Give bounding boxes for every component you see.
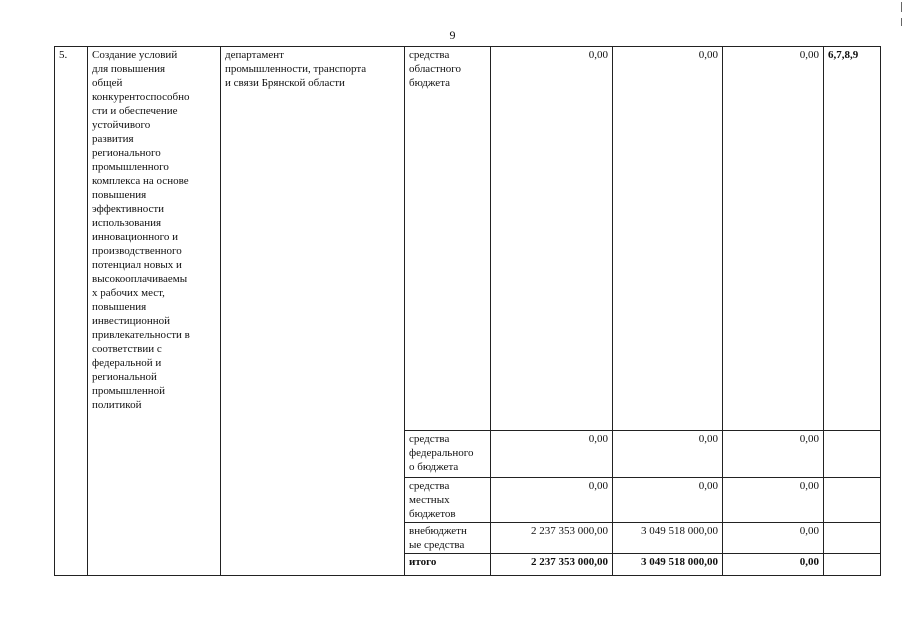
scan-edge-mark <box>901 2 902 12</box>
executor-line: и связи Брянской области <box>225 77 345 89</box>
event-line: эффективности <box>92 203 165 215</box>
source-label-line: средства <box>409 49 450 61</box>
amount-year-2: 0,00 <box>613 47 723 431</box>
total-year-3: 0,00 <box>723 554 824 576</box>
source-label-line: о бюджета <box>409 461 459 473</box>
row-number: 5. <box>55 47 88 576</box>
source-label-line: местных <box>409 494 450 506</box>
source-label-local <box>405 478 491 523</box>
source-label-line: ые средства <box>409 539 465 551</box>
event-line: производственного <box>92 245 182 257</box>
event-line: привлекательности в <box>92 329 190 341</box>
source-label-regional <box>405 47 491 431</box>
amount-year-1: 0,00 <box>491 478 613 523</box>
event-line: федеральной и <box>92 357 162 369</box>
event-line: высокооплачиваемы <box>92 273 188 285</box>
event-line: региональной <box>92 371 157 383</box>
event-line: инновационного и <box>92 231 179 243</box>
amount-year-2: 3 049 518 000,00 <box>613 523 723 554</box>
page-number: 9 <box>449 28 456 42</box>
event-line: инвестиционной <box>92 315 171 327</box>
executor-line: департамент <box>225 49 284 61</box>
executor-cell <box>221 47 405 576</box>
amount-year-3: 0,00 <box>723 431 824 478</box>
table-row-regional-budget <box>55 47 881 431</box>
event-name-cell <box>88 47 221 576</box>
event-line: устойчивого <box>92 119 151 131</box>
empty-indicators-cell <box>824 478 881 523</box>
empty-indicators-cell <box>824 523 881 554</box>
event-line: регионального <box>92 147 161 159</box>
empty-indicators-cell <box>824 431 881 478</box>
event-line: х рабочих мест, <box>92 287 165 299</box>
source-label-line: федерального <box>409 447 474 459</box>
event-line: потенциал новых и <box>92 259 182 271</box>
event-line: общей <box>92 77 123 89</box>
program-table <box>54 46 881 576</box>
source-label-extrabudgetary <box>405 523 491 554</box>
event-line: политикой <box>92 399 142 411</box>
amount-year-1: 2 237 353 000,00 <box>491 523 613 554</box>
event-line: Создание условий <box>92 49 178 61</box>
total-year-1: 2 237 353 000,00 <box>491 554 613 576</box>
source-label-line: внебюджетн <box>409 525 467 537</box>
amount-year-2: 0,00 <box>613 431 723 478</box>
executor-line: промышленности, транспорта <box>225 63 367 75</box>
source-label-federal <box>405 431 491 478</box>
source-label-line: бюджетов <box>409 508 456 520</box>
amount-year-1: 0,00 <box>491 47 613 431</box>
source-label-line: итого <box>409 556 437 568</box>
source-label-line: средства <box>409 433 450 445</box>
amount-year-3: 0,00 <box>723 478 824 523</box>
event-line: развития <box>92 133 134 145</box>
scan-edge-mark <box>901 18 902 26</box>
event-line: конкурентоспособно <box>92 91 190 103</box>
event-line: сти и обеспечение <box>92 105 178 117</box>
event-line: комплекса на основе <box>92 175 189 187</box>
event-line: промышленной <box>92 385 166 397</box>
event-line: повышения <box>92 301 147 313</box>
amount-year-3: 0,00 <box>723 523 824 554</box>
amount-year-2: 0,00 <box>613 478 723 523</box>
event-line: для повышения <box>92 63 166 75</box>
total-year-2: 3 049 518 000,00 <box>613 554 723 576</box>
event-line: промышленного <box>92 161 169 173</box>
event-line: повышения <box>92 189 147 201</box>
amount-year-3: 0,00 <box>723 47 824 431</box>
source-label-total <box>405 554 491 576</box>
source-label-line: средства <box>409 480 450 492</box>
indicators-cell: 6,7,8,9 <box>824 47 881 431</box>
source-label-line: областного <box>409 63 462 75</box>
event-line: соответствии с <box>92 343 162 355</box>
event-line: использования <box>92 217 162 229</box>
empty-indicators-cell <box>824 554 881 576</box>
amount-year-1: 0,00 <box>491 431 613 478</box>
source-label-line: бюджета <box>409 77 451 89</box>
